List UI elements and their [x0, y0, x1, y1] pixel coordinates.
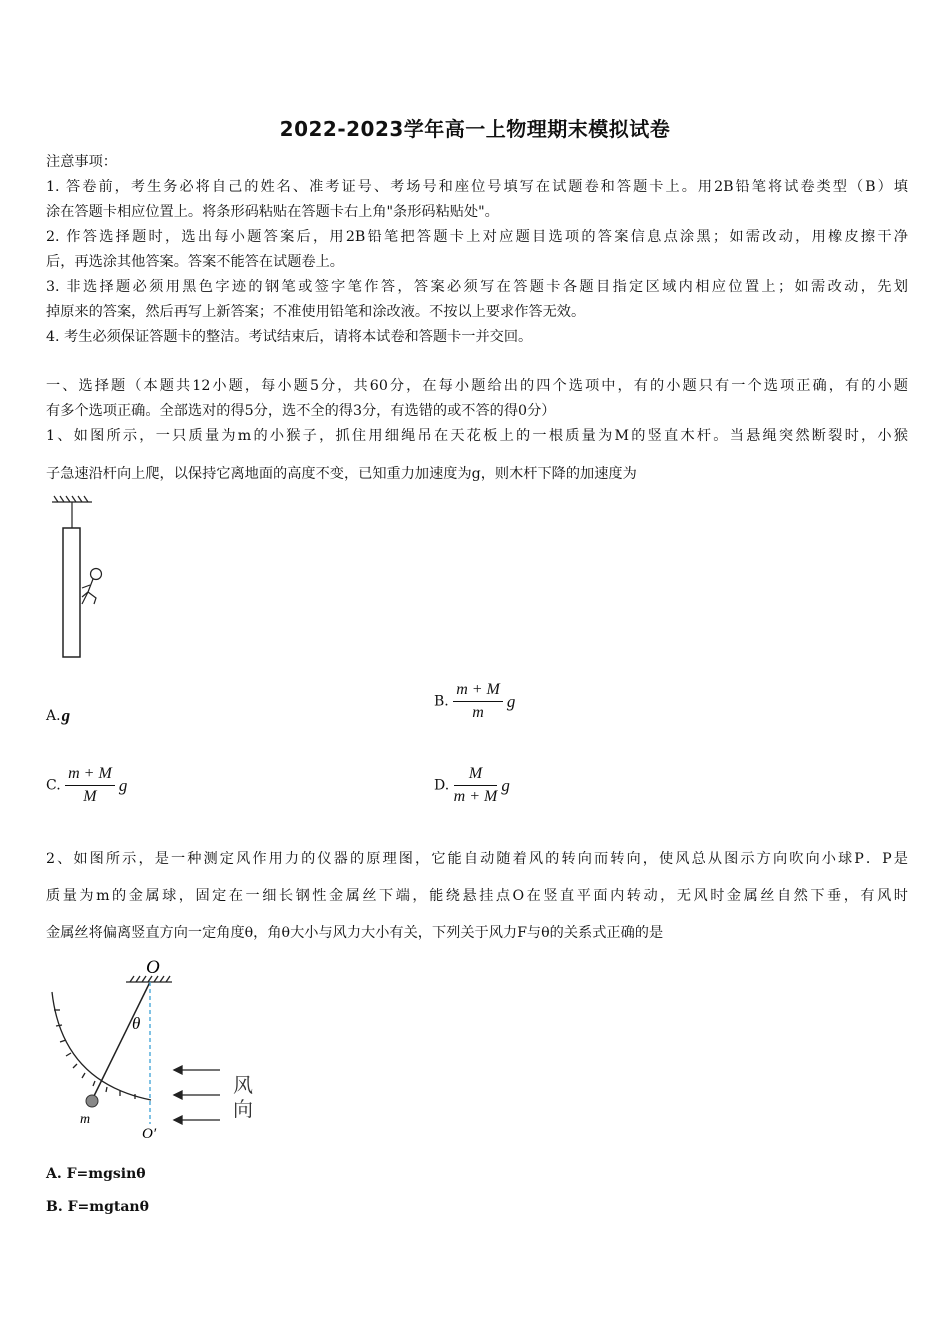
pivot-o-label: O: [146, 957, 160, 978]
option-c-g: g: [118, 775, 128, 795]
notice-line: 3. 非选择题必须用黑色字迹的钢笔或签字笔作答，答案必须写在答题卡各题目指定区域内相应位置上；如需改动，先划: [46, 279, 908, 295]
option-c-numerator: m + M: [65, 765, 115, 786]
page-title: 2022-2023学年高一上物理期末模拟试卷: [279, 117, 671, 141]
section-line: 一、选择题（本题共12小题，每小题5分，共60分，在每小题给出的四个选项中，有的小题只有一个选项正确，有的小题: [46, 378, 908, 394]
option-b-label: B.: [434, 693, 449, 710]
option-d-numerator: M: [454, 765, 498, 786]
question-2-line: 金属丝将偏离竖直方向一定角度θ，角θ大小与风力大小有关，下列关于风力F与θ的关系式正确的是: [46, 925, 664, 941]
option-d-fraction: [454, 765, 498, 806]
option-d-label: D.: [434, 777, 450, 794]
wind-label-1: 风: [233, 1073, 253, 1097]
q2-option-a[interactable]: A. F=mgsinθ: [46, 1166, 146, 1182]
option-b-numerator: m + M: [453, 681, 503, 702]
wind-label-2: 向: [233, 1097, 253, 1121]
notice-line: 涂在答题卡相应位置上。将条形码粘贴在答题卡右上角"条形码粘贴处"。: [46, 204, 499, 220]
notice-line: 1. 答卷前，考生务必将自己的姓名、准考证号、考场号和座位号填写在试题卷和答题卡上。用2B铅笔将试卷类型（B）填: [46, 179, 908, 195]
option-b[interactable]: [434, 681, 515, 722]
option-d-g: g: [501, 775, 510, 795]
option-a[interactable]: [46, 706, 70, 726]
wind-instrument-figure: [40, 952, 280, 1147]
question-2-line: 2、如图所示，是一种测定风作用力的仪器的原理图，它能自动随着风的转向而转向，使风总从图示方向吹向小球P．P是: [46, 851, 908, 867]
question-1-line: 子急速沿杆向上爬，以保持它离地面的高度不变，已知重力加速度为g，则木杆下降的加速度为: [46, 466, 637, 482]
option-a-value: g: [61, 706, 71, 725]
section-line: 有多个选项正确。全部选对的得5分，选不全的得3分，有选错的或不答的得0分）: [46, 403, 556, 419]
notice-line: 后，再选涂其他答案。答案不能答在试题卷上。: [46, 254, 344, 270]
notice-line: 掉原来的答案，然后再写上新答案；不准使用铅笔和涂改液。不按以上要求作答无效。: [46, 304, 586, 320]
option-c-label: C.: [46, 777, 61, 794]
notice-heading: 注意事项：: [46, 154, 117, 170]
option-b-fraction: [453, 681, 503, 722]
option-d-denominator: m + M: [453, 788, 498, 805]
q2-option-b[interactable]: B. F=mgtanθ: [46, 1199, 149, 1215]
option-b-g: g: [506, 691, 516, 711]
notice-line: 2. 作答选择题时，选出每小题答案后，用2B铅笔把答题卡上对应题目选项的答案信息点涂黑；如需改动，用橡皮擦干净: [46, 229, 908, 245]
mass-m-label: m: [80, 1112, 91, 1127]
option-a-label: A.: [46, 708, 61, 724]
option-d[interactable]: [434, 765, 510, 806]
question-1-line: 1、如图所示，一只质量为m的小猴子，抓住用细绳吊在天花板上的一根质量为M的竖直木杆。当悬绳突然断裂时，小猴: [46, 428, 908, 444]
option-c-fraction: [65, 765, 115, 806]
option-b-denominator: m: [472, 704, 484, 721]
option-c[interactable]: [46, 765, 127, 806]
option-c-denominator: M: [83, 788, 97, 805]
theta-label: θ: [132, 1014, 141, 1033]
monkey-on-pole-figure: [46, 494, 116, 664]
o-prime-label: O′: [142, 1126, 157, 1142]
notice-line: 4. 考生必须保证答题卡的整洁。考试结束后，请将本试卷和答题卡一并交回。: [46, 329, 533, 345]
question-2-line: 质量为m的金属球，固定在一细长钢性金属丝下端，能绕悬挂点O在竖直平面内转动，无风时金属丝自然下垂，有风时: [46, 888, 908, 904]
